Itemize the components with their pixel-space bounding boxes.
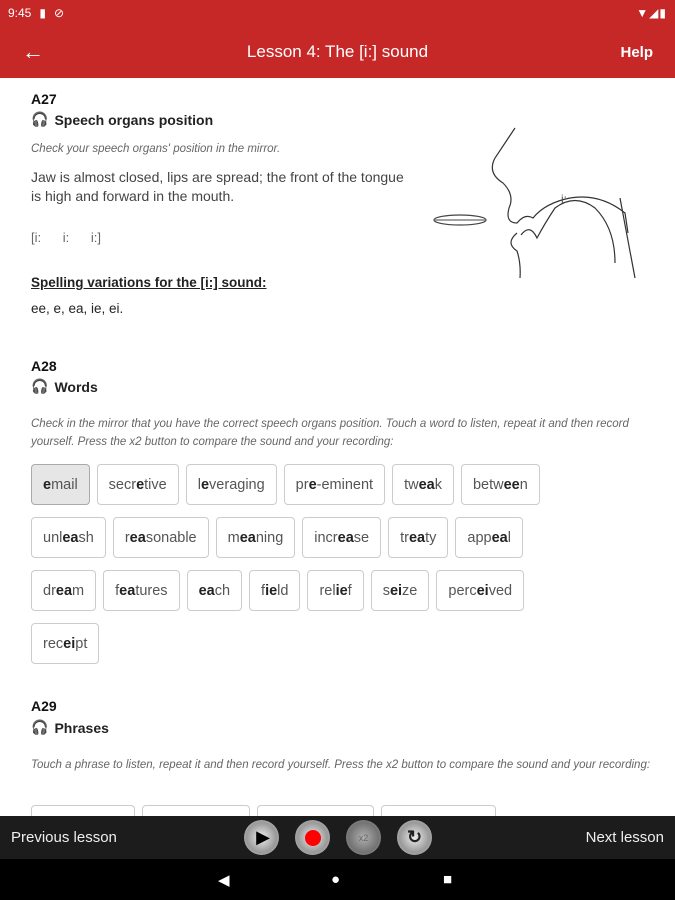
highlighted-letters: e — [308, 476, 317, 493]
word-part: s — [382, 582, 390, 599]
word-part: tw — [404, 476, 419, 493]
phrase-chips — [31, 805, 496, 816]
word-part: betw — [472, 476, 504, 493]
highlighted-letters: ea — [62, 529, 79, 546]
word-chip-each[interactable] — [187, 570, 242, 611]
back-arrow-icon[interactable]: ← — [22, 39, 44, 64]
section-title-phrases[interactable] — [31, 719, 109, 736]
section-title-text: Words — [54, 378, 98, 395]
phrase-chip[interactable] — [142, 805, 250, 816]
word-part: m — [227, 529, 240, 546]
word-part: se — [353, 529, 370, 546]
word-chip-email[interactable] — [31, 464, 90, 505]
section-title-speech-organs[interactable] — [31, 111, 213, 128]
highlighted-letters: ea — [198, 582, 215, 599]
word-chip-perceived[interactable] — [436, 570, 524, 611]
spelling-heading: Spelling variations for the [i:] sound: — [31, 275, 267, 290]
word-part: f — [115, 582, 120, 599]
word-part: tures — [135, 582, 168, 599]
speech-organs-diagram — [425, 123, 645, 283]
word-row — [31, 623, 591, 664]
word-part: m — [72, 582, 85, 599]
word-row — [31, 464, 591, 505]
phrase-chip[interactable] — [381, 805, 496, 816]
word-chip-leveraging[interactable] — [186, 464, 277, 505]
word-chip-treaty[interactable] — [388, 517, 448, 558]
app-bar — [0, 26, 675, 78]
phrase-chip[interactable] — [31, 805, 135, 816]
word-part: tive — [144, 476, 167, 493]
lesson-content[interactable] — [0, 78, 675, 816]
word-part: pr — [295, 476, 309, 493]
word-part: mail — [51, 476, 78, 493]
headphones-icon[interactable]: 🎧 — [31, 719, 49, 735]
word-part: secr — [108, 476, 137, 493]
a29-hint: Touch a phrase to listen, repeat it and then record yourself. Press the x2 button to compare the sound and your recording: — [31, 759, 651, 771]
word-part: tr — [400, 529, 409, 546]
play-icon: ▶ — [256, 827, 270, 847]
section-title-words[interactable] — [31, 378, 98, 395]
a28-hint: Check in the mirror that you have the correct speech organs position. Touch a word to listen, repeat it and then record yourself. Press the x2 button to compare the sound and your recording: — [31, 418, 629, 448]
word-part: ning — [255, 529, 284, 546]
word-part: k — [434, 476, 442, 493]
wifi-battery-icons: ▼◢▮ — [636, 6, 667, 20]
highlighted-letters: e — [43, 476, 52, 493]
word-part: f — [261, 582, 266, 599]
word-row — [31, 570, 591, 611]
nav-back-icon[interactable]: ◀ — [218, 872, 230, 889]
replay-icon: ↻ — [406, 827, 423, 847]
nav-recents-icon[interactable]: ■ — [443, 871, 453, 888]
highlighted-letters: ea — [337, 529, 354, 546]
highlighted-letters: ea — [119, 582, 136, 599]
help-button[interactable]: Help — [620, 43, 653, 61]
word-chip-unleash[interactable] — [31, 517, 106, 558]
section-id-a27: A27 — [31, 91, 57, 107]
word-part: perc — [448, 582, 477, 599]
diagram-label: i: — [561, 192, 567, 206]
word-part: ld — [277, 582, 289, 599]
word-chip-tweak[interactable] — [392, 464, 454, 505]
word-chip-appeal[interactable] — [455, 517, 523, 558]
replay-button[interactable] — [397, 820, 432, 855]
previous-lesson-button[interactable]: Previous lesson — [11, 829, 117, 846]
word-part: sh — [78, 529, 94, 546]
highlighted-letters: ie — [265, 582, 278, 599]
status-bar — [0, 0, 675, 26]
player-bar — [0, 816, 675, 859]
word-chip-relief[interactable] — [307, 570, 363, 611]
section-id-a29: A29 — [31, 698, 57, 714]
word-part: veraging — [209, 476, 265, 493]
word-part: r — [124, 529, 130, 546]
word-chip-seize[interactable] — [371, 570, 430, 611]
highlighted-letters: ee — [503, 476, 520, 493]
highlighted-letters: ea — [55, 582, 73, 599]
highlighted-letters: ea — [491, 529, 508, 546]
section-id-a28: A28 — [31, 358, 57, 374]
headphones-icon[interactable]: 🎧 — [31, 378, 49, 394]
highlighted-letters: ei — [389, 582, 403, 599]
word-chip-reasonable[interactable] — [113, 517, 209, 558]
record-button[interactable] — [295, 820, 330, 855]
highlighted-letters: ea — [418, 476, 435, 493]
word-part: unl — [43, 529, 63, 546]
word-row — [31, 517, 591, 558]
highlighted-letters: ei — [476, 582, 489, 599]
word-chips — [31, 464, 591, 676]
word-part: l — [507, 529, 511, 546]
system-nav-bar — [0, 859, 675, 900]
status-time: 9:45 — [8, 6, 32, 20]
highlighted-letters: ea — [408, 529, 426, 546]
a27-hint: Check your speech organs' position in the mirror. — [31, 143, 281, 155]
word-chip-increase[interactable] — [302, 517, 381, 558]
a27-description: Jaw is almost closed, lips are spread; the front of the tongue is high and forward in the mouth. — [31, 169, 404, 204]
word-part: rel — [319, 582, 336, 599]
word-part: ved — [488, 582, 513, 599]
word-part: ty — [425, 529, 437, 546]
section-title-text: Speech organs position — [54, 111, 214, 128]
word-chip-features[interactable] — [103, 570, 179, 611]
play-button[interactable] — [244, 820, 279, 855]
highlighted-letters: e — [136, 476, 145, 493]
word-part: ch — [214, 582, 231, 599]
word-chip-meaning[interactable] — [216, 517, 296, 558]
word-chip-pre-eminent[interactable] — [284, 464, 385, 505]
word-part: incr — [314, 529, 338, 546]
word-part: rec — [43, 635, 64, 652]
page-title: Lesson 4: The [i:] sound — [246, 42, 429, 61]
highlighted-letters: ei — [63, 635, 76, 652]
record-icon — [305, 830, 321, 846]
word-chip-field[interactable] — [249, 570, 300, 611]
word-part: f — [347, 582, 352, 599]
highlighted-letters: ie — [335, 582, 348, 599]
word-part: app — [467, 529, 492, 546]
sd-card-icon: ▮ — [39, 6, 46, 20]
word-chip-dream[interactable] — [31, 570, 96, 611]
spelling-variations: ee, e, ea, ie, ei. — [31, 301, 124, 316]
highlighted-letters: ea — [239, 529, 256, 546]
highlighted-letters: e — [200, 476, 210, 493]
word-part: l — [197, 476, 201, 493]
word-part: dr — [43, 582, 56, 599]
headphones-icon[interactable]: 🎧 — [31, 111, 49, 127]
word-chip-between[interactable] — [461, 464, 540, 505]
word-part: ze — [402, 582, 418, 599]
nav-home-icon[interactable]: ● — [331, 871, 341, 888]
x2-compare-button[interactable] — [346, 820, 381, 855]
word-chip-secretive[interactable] — [97, 464, 179, 505]
word-part: n — [519, 476, 528, 493]
word-part: -eminent — [316, 476, 374, 493]
x2-label: x2 — [358, 832, 369, 843]
highlighted-letters: ea — [129, 529, 146, 546]
word-part: pt — [75, 635, 88, 652]
phrase-chip[interactable] — [257, 805, 374, 816]
word-part: sonable — [145, 529, 197, 546]
word-chip-receipt[interactable] — [31, 623, 99, 664]
a27-ipa: [i: i: i:] — [31, 230, 101, 245]
next-lesson-button[interactable]: Next lesson — [585, 829, 664, 846]
section-title-text: Phrases — [54, 719, 109, 736]
dnd-icon: ⊘ — [53, 6, 65, 20]
